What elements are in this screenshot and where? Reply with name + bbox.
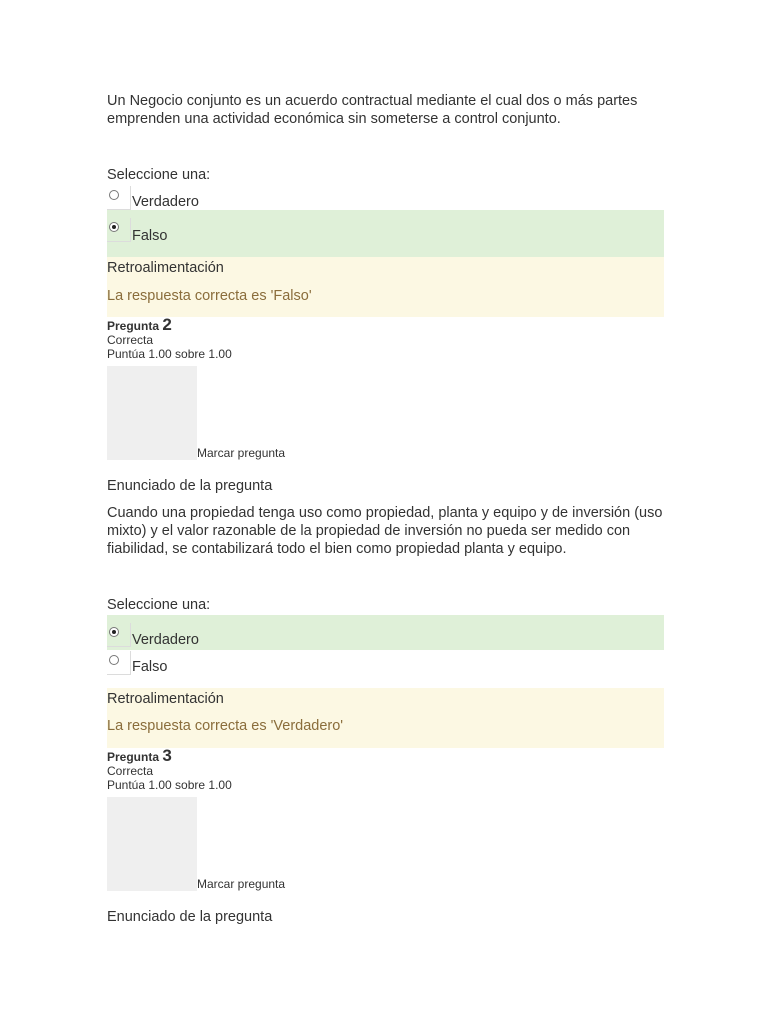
feedback-title: Retroalimentación bbox=[107, 691, 224, 707]
question-3-heading: Enunciado de la pregunta bbox=[107, 909, 273, 925]
option-label: Falso bbox=[132, 228, 168, 244]
radio-button[interactable] bbox=[107, 651, 131, 675]
question-2-option-verdadero[interactable] bbox=[107, 615, 664, 650]
flag-label[interactable]: Marcar pregunta bbox=[197, 877, 286, 891]
question-2-option-falso[interactable] bbox=[107, 650, 664, 675]
question-2-flag[interactable] bbox=[107, 366, 285, 460]
feedback-title: Retroalimentación bbox=[107, 260, 224, 276]
question-3-flag[interactable] bbox=[107, 797, 285, 891]
question-2-prompt: Seleccione una: bbox=[107, 597, 211, 613]
question-1-prompt: Seleccione una: bbox=[107, 167, 211, 183]
radio-button[interactable] bbox=[107, 186, 131, 210]
option-label: Falso bbox=[132, 659, 168, 675]
question-number bbox=[107, 746, 407, 765]
flag-icon[interactable] bbox=[107, 366, 197, 460]
question-grade: Puntúa 1.00 sobre 1.00 bbox=[107, 778, 232, 792]
radio-unchecked-icon bbox=[109, 190, 119, 200]
question-1-option-falso[interactable] bbox=[107, 210, 664, 257]
question-state: Correcta bbox=[107, 333, 154, 347]
question-2-heading: Enunciado de la pregunta bbox=[107, 478, 273, 494]
feedback-text: La respuesta correcta es 'Verdadero' bbox=[107, 718, 344, 734]
flag-label[interactable]: Marcar pregunta bbox=[197, 446, 286, 460]
question-1-option-verdadero[interactable] bbox=[107, 185, 664, 210]
question-label: Pregunta bbox=[107, 319, 160, 333]
question-2-info bbox=[107, 315, 407, 361]
radio-button[interactable] bbox=[107, 623, 131, 647]
question-2-text: Cuando una propiedad tenga uso como propiedad, planta y equipo y de inversión (uso mixto) y el valor razonable de la propiedad de inversión no pueda ser medido con fiabilidad, se contabilizará todo el bien como propiedad planta y equipo. bbox=[107, 505, 663, 557]
flag-icon[interactable] bbox=[107, 797, 197, 891]
question-state: Correcta bbox=[107, 764, 154, 778]
question-1-feedback bbox=[107, 257, 664, 317]
question-number bbox=[107, 315, 407, 334]
radio-checked-icon bbox=[109, 627, 119, 637]
radio-unchecked-icon bbox=[109, 655, 119, 665]
option-label: Verdadero bbox=[132, 194, 199, 210]
question-1-text: Un Negocio conjunto es un acuerdo contractual mediante el cual dos o más partes emprenden una actividad económica sin someterse a control conjunto. bbox=[107, 93, 638, 127]
question-2-feedback bbox=[107, 688, 664, 748]
radio-button[interactable] bbox=[107, 218, 131, 242]
option-label: Verdadero bbox=[132, 632, 199, 648]
question-3-info bbox=[107, 746, 407, 792]
question-grade: Puntúa 1.00 sobre 1.00 bbox=[107, 347, 232, 361]
feedback-text: La respuesta correcta es 'Falso' bbox=[107, 288, 312, 304]
question-number-value: 2 bbox=[162, 315, 172, 334]
radio-checked-icon bbox=[109, 222, 119, 232]
question-label: Pregunta bbox=[107, 750, 160, 764]
question-number-value: 3 bbox=[162, 746, 172, 765]
